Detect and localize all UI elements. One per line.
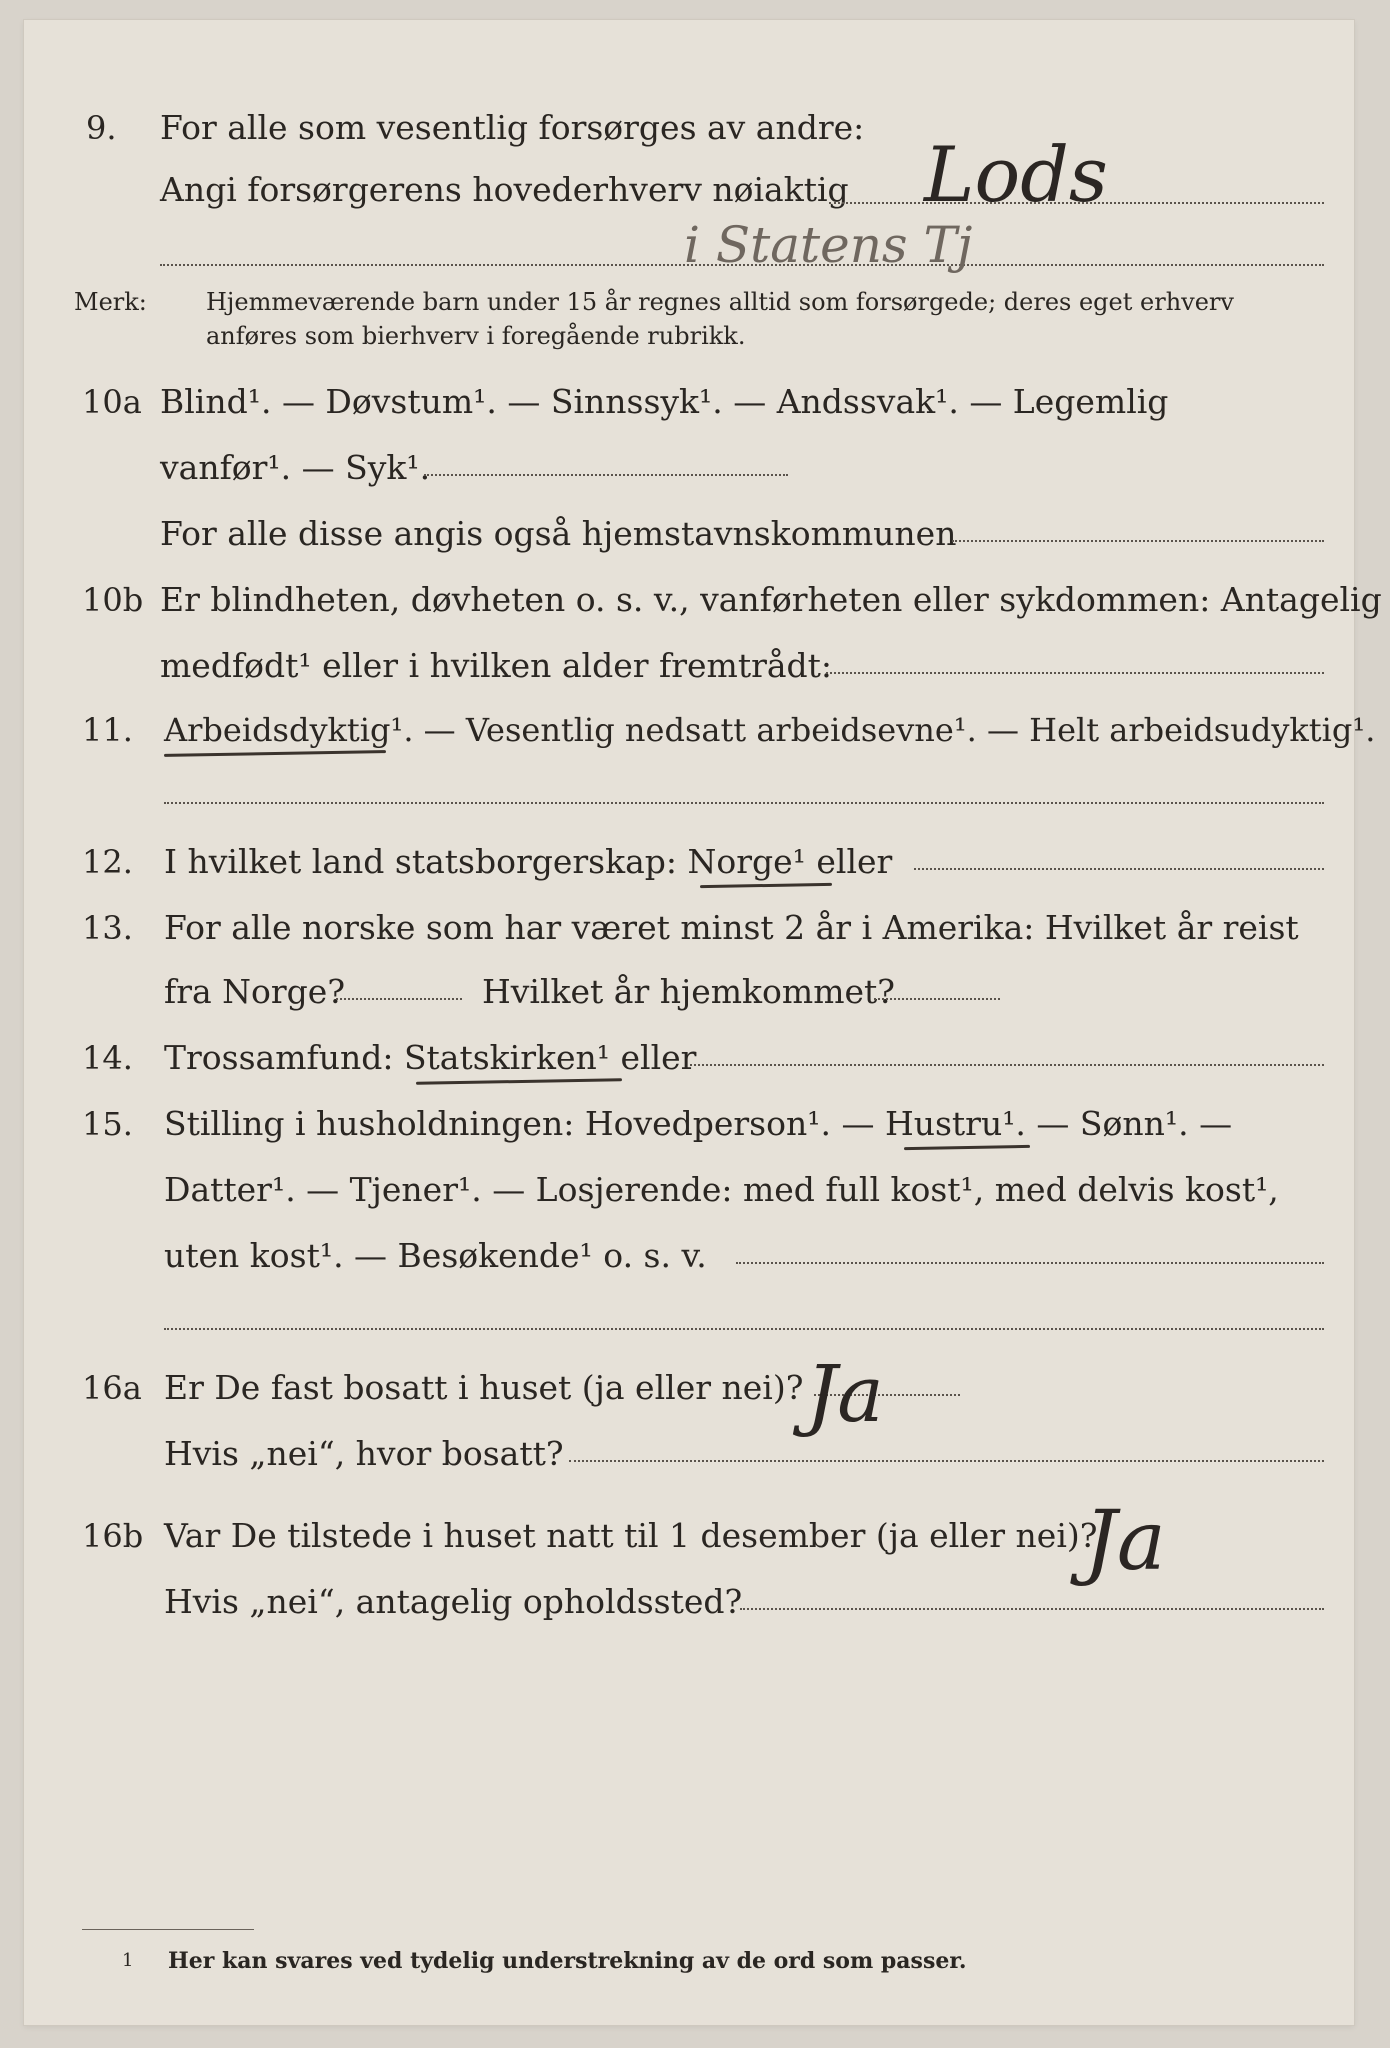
question-text: Hvis „nei“, hvor bosatt? — [164, 1434, 564, 1473]
question-text: fra Norge? — [164, 972, 346, 1011]
handwritten-answer-occupation: Lods — [924, 130, 1108, 219]
question-text: Trossamfund: Statskirken¹ eller — [164, 1038, 697, 1077]
footnote-mark: 1 — [122, 1950, 134, 1971]
question-text: For alle disse angis også hjemstavnskommunen — [160, 514, 957, 553]
question-text: vanfør¹. — Syk¹. — [160, 448, 431, 487]
question-text: Hvis „nei“, antagelig opholdssted? — [164, 1582, 743, 1621]
question-text: Stilling i husholdningen: Hovedperson¹. — Hustru¹. — Sønn¹. — — [164, 1104, 1233, 1143]
handwritten-underline-arbeidsdyktig — [164, 750, 386, 757]
answer-line — [424, 474, 788, 476]
question-number: 11. — [82, 711, 133, 749]
handwritten-underline-norge — [700, 883, 832, 888]
answer-line — [736, 1262, 1324, 1264]
handwritten-underline-hustru — [904, 1145, 1030, 1150]
question-number: 15. — [82, 1105, 133, 1143]
question-text: Arbeidsdyktig¹. — Vesentlig nedsatt arbeidsevne¹. — Helt arbeidsudyktig¹. — [164, 711, 1376, 749]
question-number: 14. — [82, 1039, 133, 1077]
answer-line — [914, 868, 1324, 870]
answer-line — [164, 802, 1324, 804]
question-number: 10a — [82, 383, 142, 421]
handwritten-answer-16b: Ja — [1084, 1494, 1166, 1589]
note-label: Merk: — [74, 288, 147, 316]
answer-line — [952, 540, 1324, 542]
question-number: 10b — [82, 581, 144, 619]
handwritten-underline-statskirken — [416, 1078, 622, 1085]
question-text: uten kost¹. — Besøkende¹ o. s. v. — [164, 1236, 707, 1275]
question-text: Angi forsørgerens hovederhverv nøiaktig — [160, 170, 849, 209]
question-number: 16b — [82, 1517, 144, 1555]
answer-line — [164, 1328, 1324, 1330]
question-text: Hvilket år hjemkommet? — [482, 972, 895, 1011]
question-text: medfødt¹ eller i hvilken alder fremtrådt: — [160, 646, 833, 685]
answer-line — [874, 998, 1000, 1000]
question-number: 13. — [82, 909, 133, 947]
answer-line — [826, 672, 1324, 674]
question-number: 12. — [82, 843, 133, 881]
question-text: For alle som vesentlig forsørges av andre: — [160, 108, 865, 147]
question-text: For alle norske som har været minst 2 år i Amerika: Hvilket år reist — [164, 908, 1299, 947]
footnote-rule — [82, 1929, 254, 1930]
note-text: anføres som bierhverv i foregående rubrikk. — [206, 322, 746, 350]
question-number: 9. — [86, 109, 117, 147]
footnote-text: Her kan svares ved tydelig understrekning av de ord som passer. — [168, 1948, 967, 1974]
handwritten-answer-occupation-note: i Statens Tj — [684, 216, 973, 274]
question-text: Datter¹. — Tjener¹. — Losjerende: med full kost¹, med delvis kost¹, — [164, 1170, 1279, 1209]
question-text: Er blindheten, døvheten o. s. v., vanførheten eller sykdommen: Antagelig — [160, 580, 1382, 619]
census-form-page — [24, 20, 1382, 2025]
answer-line — [690, 1064, 1324, 1066]
answer-line — [569, 1460, 1324, 1462]
question-text: I hvilket land statsborgerskap: Norge¹ eller — [164, 842, 893, 881]
answer-line — [740, 1608, 1324, 1610]
question-text: Er De fast bosatt i huset (ja eller nei)? — [164, 1368, 804, 1407]
note-text: Hjemmeværende barn under 15 år regnes alltid som forsørgede; deres eget erhverv — [206, 288, 1234, 316]
question-number: 16a — [82, 1369, 142, 1407]
handwritten-answer-16a: Ja — [806, 1350, 884, 1440]
question-text: Blind¹. — Døvstum¹. — Sinnssyk¹. — Andssvak¹. — Legemlig — [160, 382, 1169, 421]
question-text: Var De tilstede i huset natt til 1 desember (ja eller nei)? — [164, 1516, 1098, 1555]
answer-line — [336, 998, 462, 1000]
